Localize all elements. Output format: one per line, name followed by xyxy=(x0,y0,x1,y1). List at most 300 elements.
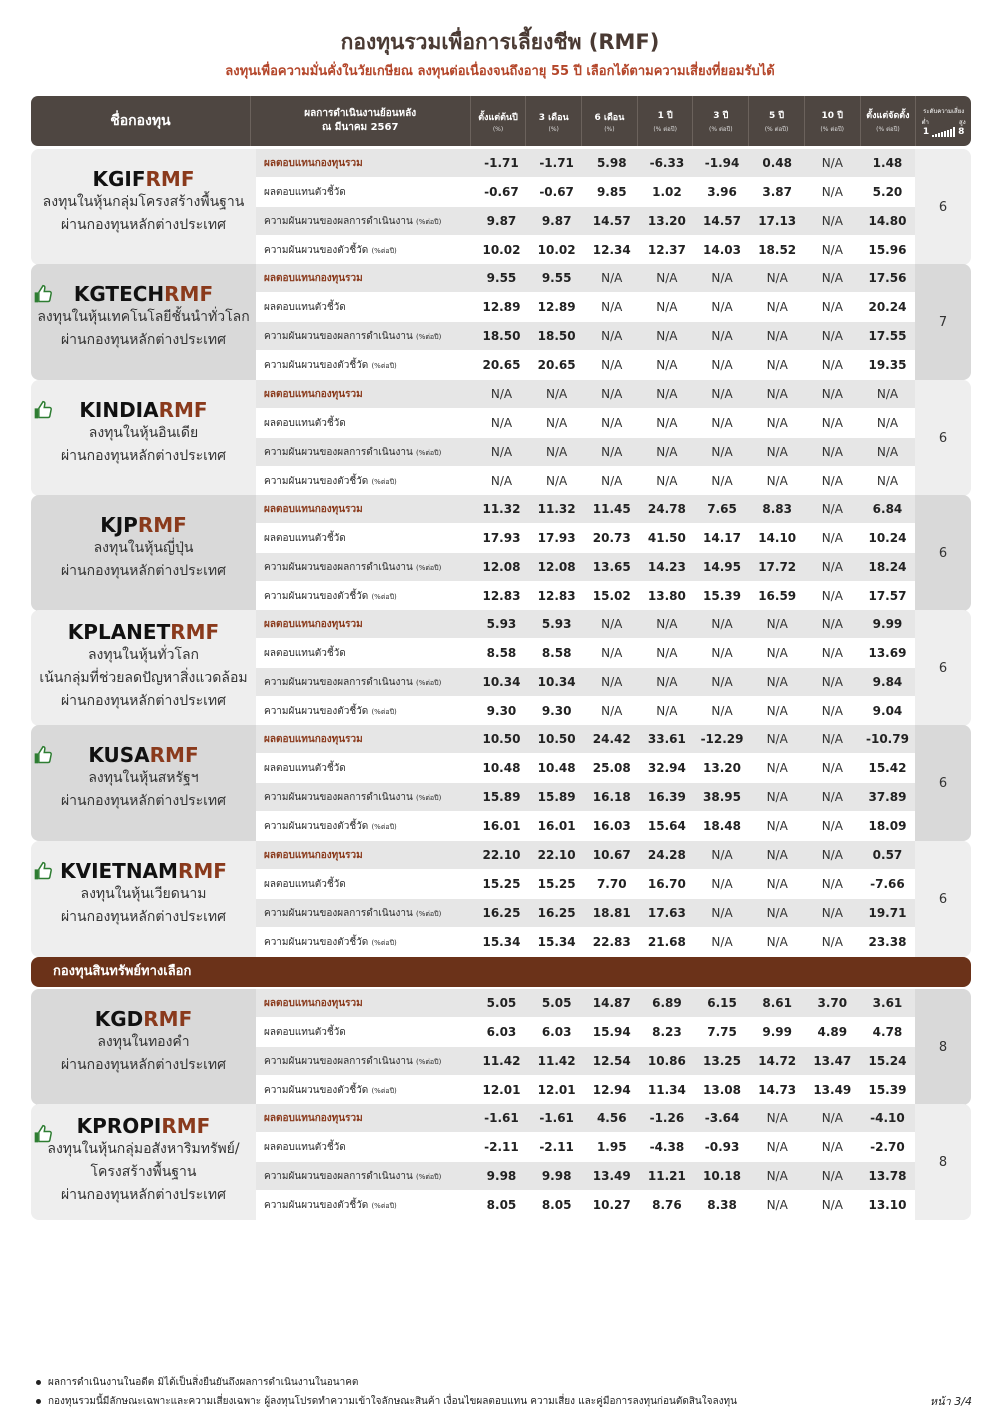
row-label xyxy=(256,495,474,523)
table-cell: N/A xyxy=(601,387,623,401)
table-cell: 9.30 xyxy=(541,704,572,718)
header-fund-name: ชื่อกองทุน xyxy=(31,96,251,146)
row-label xyxy=(256,467,474,496)
table-cell: N/A xyxy=(821,358,843,372)
table-cell: 10.86 xyxy=(647,1054,686,1068)
row-label-unit: (%ต่อปี) xyxy=(371,1202,397,1210)
table-cell: 18.52 xyxy=(758,243,797,257)
table-cell: N/A xyxy=(821,156,843,170)
row-label-text: ผลตอบแทนตัวชี้วัด xyxy=(264,533,346,544)
table-row xyxy=(256,1047,915,1076)
table-cell: 3.96 xyxy=(707,185,737,199)
row-label-text: ผลตอบแทนตัวชี้วัด xyxy=(264,648,346,659)
table-row xyxy=(256,668,915,697)
table-cell: N/A xyxy=(766,1198,788,1212)
fund-performance-rows xyxy=(256,841,915,957)
table-cell: 12.01 xyxy=(482,1083,521,1097)
header-col-unit: (%) xyxy=(548,125,559,133)
table-row xyxy=(256,725,915,754)
row-label-text: ความผันผวนของผลการดำเนินงาน xyxy=(264,331,413,342)
table-cell: 16.01 xyxy=(537,819,576,833)
fund-name-prefix: KUSA xyxy=(88,743,150,767)
table-cell: 32.94 xyxy=(647,761,686,775)
table-row xyxy=(256,610,915,639)
table-cell: 18.09 xyxy=(868,819,907,833)
table-row xyxy=(256,841,915,870)
fund-description: โครงสร้างพื้นฐาน xyxy=(90,1164,197,1180)
row-label-unit: (%ต่อปี) xyxy=(371,362,397,370)
fund-name xyxy=(31,620,256,644)
table-cell: N/A xyxy=(821,416,843,430)
row-label-unit: (%ต่อปี) xyxy=(416,218,442,226)
table-cell: N/A xyxy=(656,358,678,372)
fund-block-kgtech xyxy=(31,264,971,380)
risk-level: 7 xyxy=(938,314,948,330)
header-col-label: ตั้งแต่จัดตั้ง xyxy=(866,111,910,121)
table-cell: 3.61 xyxy=(872,996,903,1010)
row-label-text: ผลตอบแทนกองทุนรวม xyxy=(264,619,363,630)
table-cell: N/A xyxy=(601,617,623,631)
table-cell: 10.50 xyxy=(537,732,576,746)
table-cell: 19.71 xyxy=(868,906,907,920)
row-label-unit: (%ต่อปี) xyxy=(416,1058,442,1066)
table-cell: 15.25 xyxy=(537,877,576,891)
header-performance-title: ผลการดำเนินงานย้อนหลัง xyxy=(304,108,417,119)
risk-level: 6 xyxy=(938,199,948,215)
table-cell: -0.67 xyxy=(484,185,519,199)
table-cell: N/A xyxy=(766,935,788,949)
row-label-text: ความผันผวนของตัวชี้วัด xyxy=(264,937,369,948)
row-label-unit: (%ต่อปี) xyxy=(416,910,442,918)
row-label-text: ผลตอบแทนกองทุนรวม xyxy=(264,273,363,284)
table-cell: -1.71 xyxy=(484,156,519,170)
row-label xyxy=(256,1133,474,1161)
header-col-6m xyxy=(582,96,638,146)
row-label xyxy=(256,668,474,696)
table-cell: 13.65 xyxy=(592,560,631,574)
table-cell: 5.93 xyxy=(541,617,572,631)
table-cell: N/A xyxy=(711,358,733,372)
fund-name-suffix: RMF xyxy=(164,282,214,306)
row-label xyxy=(256,553,474,581)
row-label xyxy=(256,1047,474,1075)
table-cell: 16.03 xyxy=(592,819,631,833)
fund-performance-rows xyxy=(256,725,915,841)
table-cell: N/A xyxy=(821,646,843,660)
row-label-text: ความผันผวนของตัวชี้วัด xyxy=(264,245,369,256)
row-label-text: ผลตอบแทนตัวชี้วัด xyxy=(264,879,346,890)
header-performance-date: ณ มีนาคม 2567 xyxy=(322,122,399,133)
table-cell: N/A xyxy=(821,704,843,718)
fund-block-kjp xyxy=(31,495,971,611)
row-label-text: ความผันผวนของตัวชี้วัด xyxy=(264,1085,369,1096)
table-cell: 1.95 xyxy=(596,1140,627,1154)
table-cell: N/A xyxy=(821,617,843,631)
table-row xyxy=(256,467,915,496)
table-cell: N/A xyxy=(821,1169,843,1183)
table-cell: N/A xyxy=(711,416,733,430)
table-cell: 6.15 xyxy=(707,996,737,1010)
fund-name-suffix: RMF xyxy=(137,513,187,537)
header-col-unit: (%) xyxy=(604,125,615,133)
table-cell: -4.38 xyxy=(649,1140,685,1154)
row-label-unit: (%ต่อปี) xyxy=(416,333,442,341)
fund-name-prefix: KGD xyxy=(94,1007,144,1031)
table-cell: 16.25 xyxy=(537,906,576,920)
table-cell: N/A xyxy=(656,416,678,430)
risk-low-label: ต่ำ xyxy=(921,118,929,126)
table-cell: 15.02 xyxy=(592,589,631,603)
row-label xyxy=(256,610,474,638)
table-cell: 3.70 xyxy=(817,996,848,1010)
table-cell: -2.70 xyxy=(870,1140,905,1154)
table-cell: 7.65 xyxy=(707,502,737,516)
thumbs-up-icon xyxy=(33,861,53,881)
table-cell: 17.93 xyxy=(482,531,521,545)
thumbs-up-icon xyxy=(33,745,53,765)
row-label xyxy=(256,697,474,726)
table-row xyxy=(256,783,915,812)
table-cell: N/A xyxy=(711,329,733,343)
row-label-text: ผลตอบแทนตัวชี้วัด xyxy=(264,418,346,429)
table-cell: N/A xyxy=(766,474,788,488)
header-col-label: 10 ปี xyxy=(821,111,843,121)
table-cell: 10.27 xyxy=(592,1198,631,1212)
table-cell: 1.48 xyxy=(872,156,903,170)
table-cell: N/A xyxy=(766,387,788,401)
table-cell: 9.84 xyxy=(872,675,903,689)
table-cell: N/A xyxy=(546,387,568,401)
table-cell: 15.34 xyxy=(537,935,576,949)
fund-name-suffix: RMF xyxy=(158,398,208,422)
table-cell: N/A xyxy=(766,819,788,833)
row-label xyxy=(256,870,474,898)
table-cell: 10.50 xyxy=(482,732,521,746)
fund-name-suffix: RMF xyxy=(149,743,199,767)
table-row xyxy=(256,264,915,293)
fund-description: ลงทุนในหุ้นอินเดีย xyxy=(88,425,199,441)
table-cell: N/A xyxy=(821,1140,843,1154)
table-cell: N/A xyxy=(766,1169,788,1183)
risk-level: 8 xyxy=(938,1154,948,1170)
table-cell: N/A xyxy=(711,271,733,285)
table-cell: 4.78 xyxy=(872,1025,903,1039)
table-cell: 12.08 xyxy=(482,560,521,574)
fund-description: ผ่านกองทุนหลักต่างประเทศ xyxy=(60,332,227,348)
table-cell: N/A xyxy=(821,243,843,257)
table-cell: 11.32 xyxy=(482,502,521,516)
table-cell: N/A xyxy=(711,646,733,660)
table-cell: 5.98 xyxy=(596,156,627,170)
table-cell: 10.48 xyxy=(482,761,521,775)
table-cell: -0.67 xyxy=(539,185,574,199)
table-cell: N/A xyxy=(766,646,788,660)
note-item: ผลการดำเนินงานในอดีต มิได้เป็นสิ่งยืนยันถึงผลการดำเนินงานในอนาคต xyxy=(34,1373,737,1392)
table-cell: 18.81 xyxy=(592,906,631,920)
row-label-unit: (%ต่อปี) xyxy=(416,679,442,687)
header-col-3y xyxy=(693,96,749,146)
table-cell: 18.50 xyxy=(482,329,521,343)
fund-performance-rows xyxy=(256,495,915,611)
table-row xyxy=(256,207,915,236)
risk-level: 8 xyxy=(938,1039,948,1055)
table-cell: N/A xyxy=(601,358,623,372)
table-cell: 12.83 xyxy=(537,589,576,603)
table-cell: 13.20 xyxy=(647,214,686,228)
row-label-text: ความผันผวนของตัวชี้วัด xyxy=(264,821,369,832)
table-cell: 13.49 xyxy=(813,1083,852,1097)
table-cell: 15.39 xyxy=(868,1083,907,1097)
table-cell: 12.37 xyxy=(647,243,686,257)
table-cell: -7.66 xyxy=(870,877,905,891)
fund-name xyxy=(31,1114,256,1138)
fund-performance-rows xyxy=(256,380,915,496)
table-cell: N/A xyxy=(821,906,843,920)
row-label xyxy=(256,989,474,1017)
fund-name-prefix: KINDIA xyxy=(79,398,159,422)
table-row xyxy=(256,1018,915,1047)
row-label-text: ผลตอบแทนตัวชี้วัด xyxy=(264,1027,346,1038)
row-label-text: ความผันผวนของผลการดำเนินงาน xyxy=(264,908,413,919)
fund-name-suffix: RMF xyxy=(170,620,220,644)
table-cell: 6.03 xyxy=(486,1025,517,1039)
row-label xyxy=(256,293,474,321)
table-cell: N/A xyxy=(766,848,788,862)
table-cell: 14.03 xyxy=(703,243,742,257)
row-label xyxy=(256,639,474,667)
table-row xyxy=(256,178,915,207)
row-label-text: ความผันผวนของผลการดำเนินงาน xyxy=(264,562,413,573)
row-label-text: ความผันผวนของผลการดำเนินงาน xyxy=(264,792,413,803)
row-label-text: ผลตอบแทนกองทุนรวม xyxy=(264,504,363,515)
risk-level: 6 xyxy=(938,891,948,907)
table-cell: N/A xyxy=(766,732,788,746)
table-cell: 11.45 xyxy=(592,502,631,516)
table-cell: 10.34 xyxy=(482,675,521,689)
table-cell: 10.67 xyxy=(592,848,631,862)
row-label xyxy=(256,322,474,350)
table-cell: 14.73 xyxy=(758,1083,797,1097)
row-label xyxy=(256,812,474,841)
thumbs-up-icon xyxy=(33,400,53,420)
table-cell: N/A xyxy=(601,445,623,459)
table-cell: 16.59 xyxy=(758,589,797,603)
table-cell: N/A xyxy=(711,445,733,459)
row-label-text: ความผันผวนของตัวชี้วัด xyxy=(264,360,369,371)
table-cell: 41.50 xyxy=(647,531,686,545)
table-row xyxy=(256,870,915,899)
fund-name-cell xyxy=(31,841,256,957)
table-cell: 21.68 xyxy=(647,935,686,949)
table-cell: 11.42 xyxy=(482,1054,521,1068)
fund-name xyxy=(31,398,256,422)
table-cell: 7.75 xyxy=(707,1025,737,1039)
table-cell: 17.13 xyxy=(758,214,797,228)
table-cell: N/A xyxy=(766,329,788,343)
table-cell: 12.08 xyxy=(537,560,576,574)
table-cell: 16.18 xyxy=(592,790,631,804)
table-cell: N/A xyxy=(546,445,568,459)
table-cell: 22.10 xyxy=(537,848,576,862)
table-row xyxy=(256,1191,915,1220)
table-cell: -1.61 xyxy=(484,1111,519,1125)
table-cell: N/A xyxy=(601,474,623,488)
table-cell: 12.83 xyxy=(482,589,521,603)
table-cell: 0.57 xyxy=(872,848,903,862)
table-cell: N/A xyxy=(711,848,733,862)
table-cell: 15.24 xyxy=(868,1054,907,1068)
table-cell: 17.93 xyxy=(537,531,576,545)
table-cell: 20.24 xyxy=(868,300,907,314)
table-cell: N/A xyxy=(490,416,513,430)
table-cell: 10.34 xyxy=(537,675,576,689)
row-label-unit: (%ต่อปี) xyxy=(371,708,397,716)
fund-performance-rows xyxy=(256,610,915,726)
risk-max: 8 xyxy=(958,126,965,137)
row-label-unit: (%ต่อปี) xyxy=(416,794,442,802)
table-cell: N/A xyxy=(766,790,788,804)
table-cell: N/A xyxy=(766,675,788,689)
table-cell: N/A xyxy=(711,474,733,488)
fund-description: ลงทุนในหุ้นเวียดนาม xyxy=(80,886,207,902)
page-title: กองทุนรวมเพื่อการเลี้ยงชีพ (RMF) xyxy=(340,30,660,54)
table-cell: 8.58 xyxy=(486,646,517,660)
header-col-unit: (% ต่อปี) xyxy=(876,126,900,133)
table-cell: 17.63 xyxy=(647,906,686,920)
table-cell: 15.25 xyxy=(482,877,521,891)
table-cell: 13.80 xyxy=(647,589,686,603)
table-cell: 15.64 xyxy=(647,819,686,833)
table-cell: N/A xyxy=(821,732,843,746)
table-cell: N/A xyxy=(821,761,843,775)
table-cell: -4.10 xyxy=(870,1111,905,1125)
table-row xyxy=(256,754,915,783)
row-label-text: ผลตอบแทนตัวชี้วัด xyxy=(264,1142,346,1153)
risk-level: 6 xyxy=(938,545,948,561)
table-cell: 12.89 xyxy=(537,300,576,314)
row-label-unit: (%ต่อปี) xyxy=(371,478,397,486)
table-cell: 13.25 xyxy=(703,1054,742,1068)
thumbs-up-icon xyxy=(33,1124,53,1144)
table-cell: 8.58 xyxy=(541,646,572,660)
row-label xyxy=(256,1191,474,1220)
table-cell: N/A xyxy=(656,445,678,459)
table-cell: 10.24 xyxy=(868,531,907,545)
table-cell: 8.05 xyxy=(541,1198,572,1212)
table-cell: N/A xyxy=(821,877,843,891)
table-cell: 5.05 xyxy=(541,996,572,1010)
fund-name-cell xyxy=(31,989,256,1105)
table-cell: 9.55 xyxy=(486,271,517,285)
table-cell: N/A xyxy=(601,329,623,343)
fund-name xyxy=(31,859,256,883)
table-cell: 14.10 xyxy=(758,531,797,545)
table-cell: 14.95 xyxy=(703,560,742,574)
row-label xyxy=(256,1162,474,1190)
fund-block-kpropi xyxy=(31,1104,971,1220)
row-label-text: ผลตอบแทนกองทุนรวม xyxy=(264,734,363,745)
row-label xyxy=(256,524,474,552)
fund-name-cell xyxy=(31,495,256,611)
table-cell: -2.11 xyxy=(539,1140,574,1154)
thumbs-up-icon xyxy=(33,284,53,304)
header-col-unit: (%) xyxy=(492,125,504,133)
table-cell: 10.18 xyxy=(703,1169,742,1183)
header-col-unit: (% ต่อปี) xyxy=(764,126,789,133)
table-cell: 24.28 xyxy=(647,848,686,862)
table-cell: 19.35 xyxy=(868,358,907,372)
table-cell: N/A xyxy=(490,445,513,459)
table-cell: N/A xyxy=(766,358,788,372)
page-number: หน้า 3/4 xyxy=(929,1395,972,1408)
table-header xyxy=(31,96,971,146)
row-label-unit: (%ต่อปี) xyxy=(371,823,397,831)
fund-name-cell xyxy=(31,264,256,380)
fund-description: ลงทุนในหุ้นเทคโนโลยีชั้นนำทั่วโลก xyxy=(37,309,250,325)
table-cell: N/A xyxy=(601,675,623,689)
table-cell: N/A xyxy=(711,906,733,920)
fund-description: ผ่านกองทุนหลักต่างประเทศ xyxy=(60,217,227,233)
table-row xyxy=(256,409,915,438)
table-cell: N/A xyxy=(876,445,899,459)
table-cell: -0.93 xyxy=(704,1140,740,1154)
table-cell: N/A xyxy=(766,300,788,314)
table-row xyxy=(256,639,915,668)
table-row xyxy=(256,582,915,611)
table-cell: 14.57 xyxy=(703,214,742,228)
fund-name-cell xyxy=(31,725,256,841)
row-label-text: ความผันผวนของผลการดำเนินงาน xyxy=(264,1056,413,1067)
table-cell: N/A xyxy=(656,704,678,718)
table-cell: 6.84 xyxy=(872,502,903,516)
risk-level: 6 xyxy=(938,775,948,791)
table-cell: 9.04 xyxy=(872,704,903,718)
table-cell: 1.02 xyxy=(652,185,682,199)
fund-description: ลงทุนในหุ้นกลุ่มอสังหาริมทรัพย์/ xyxy=(47,1141,240,1157)
table-cell: 37.89 xyxy=(868,790,907,804)
table-cell: 13.47 xyxy=(813,1054,852,1068)
fund-name-suffix: RMF xyxy=(145,167,195,191)
row-label-text: ผลตอบแทนตัวชี้วัด xyxy=(264,187,346,198)
header-col-1y xyxy=(638,96,694,146)
header-col-label: 3 เดือน xyxy=(538,112,569,123)
table-cell: 15.94 xyxy=(592,1025,631,1039)
table-cell: N/A xyxy=(656,387,678,401)
header-col-ytd xyxy=(471,96,527,146)
fund-description: ผ่านกองทุนหลักต่างประเทศ xyxy=(60,448,227,464)
table-cell: 12.89 xyxy=(482,300,521,314)
row-label-text: ผลตอบแทนกองทุนรวม xyxy=(264,1113,363,1124)
table-row xyxy=(256,495,915,524)
table-cell: 16.25 xyxy=(482,906,521,920)
disclaimer-notes xyxy=(34,1373,737,1411)
table-cell: N/A xyxy=(656,646,678,660)
row-label-unit: (%ต่อปี) xyxy=(416,1173,442,1181)
table-cell: 6.89 xyxy=(652,996,682,1010)
fund-name-suffix: RMF xyxy=(177,859,227,883)
header-col-inception xyxy=(861,96,917,146)
row-label xyxy=(256,1018,474,1046)
table-row xyxy=(256,812,915,841)
row-label-unit: (%ต่อปี) xyxy=(371,939,397,947)
table-cell: -1.61 xyxy=(539,1111,574,1125)
fund-block-kindia xyxy=(31,380,971,496)
table-row xyxy=(256,928,915,957)
table-cell: 38.95 xyxy=(703,790,742,804)
fund-block-kgd xyxy=(31,989,971,1105)
table-cell: 13.69 xyxy=(868,646,907,660)
table-cell: 17.55 xyxy=(868,329,907,343)
